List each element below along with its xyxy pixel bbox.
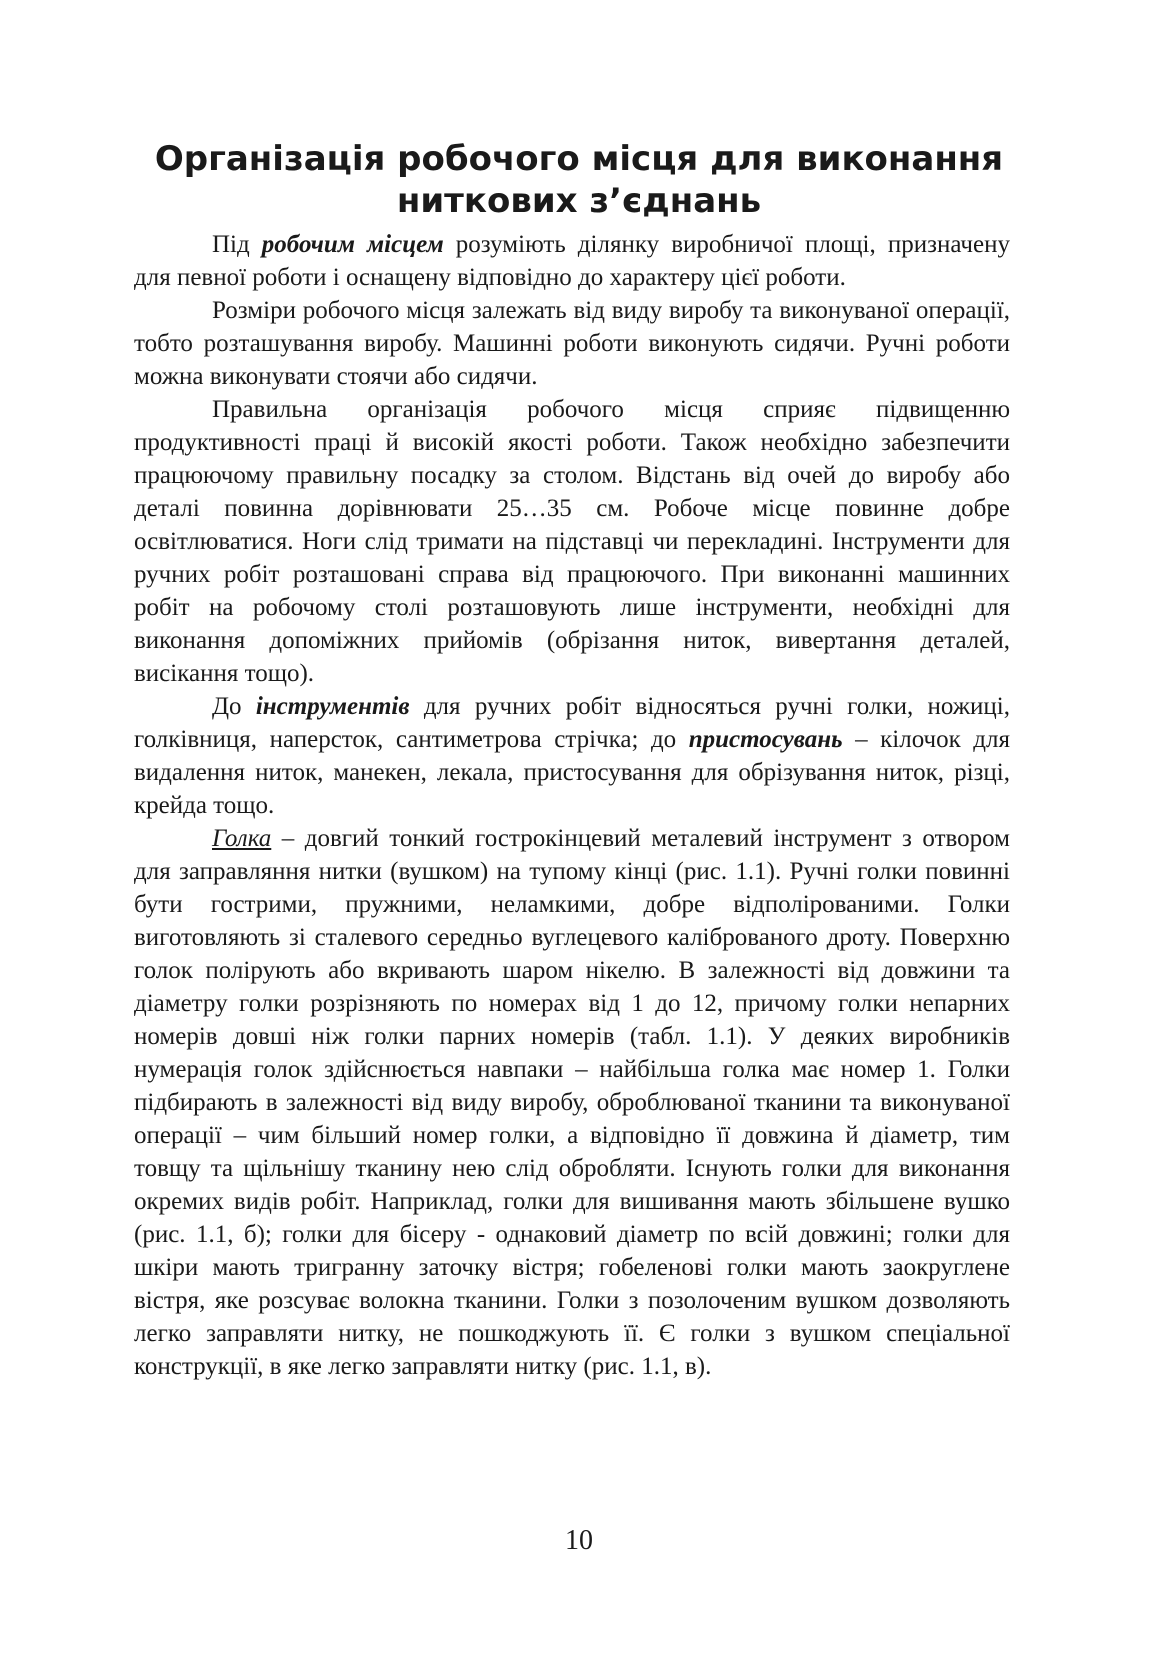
term-workplace: робочим місцем <box>261 231 444 258</box>
term-needle: Голка <box>212 825 272 852</box>
term-tools: інструментів <box>255 693 410 720</box>
paragraph-text: – довгий тонкий гострокінцевий металевий інструмент з отвором для заправляння нитки (вушком) на тупому кінці (рис. 1.1). Ручні голки повинні бути гострими, пружними, неламкими, добре відполірованими. Голки виготовляють зі сталевого середньо вуглецевого каліброваного дроту. Поверхню голок полірують або вкривають шаром нікелю. В залежності від довжини та діаметру голки розрізняють по номерах від 1 до 12, причому голки непарних номерів довші ніж голки парних номерів (табл. 1.1). У деяких виробників нумерація голок здійснюється навпаки – найбільша голка має номер 1. Голки підбирають в залежності від виду виробу, оброблюваної тканини та виконуваної операції – чим більший номер голки, а відповідно її довжина й діаметр, тим товщу та щільнішу тканину нею слід обробляти. Існують голки для виконання окремих видів робіт. Наприклад, голки для вишивання мають збільшене вушко (рис. 1.1, б); голки для бісеру - однаковий діаметр по всій довжині; голки для шкіри мають тригранну заточку вістря; гобеленові голки мають заокруглене вістря, яке розсуває волокна тканини. Голки з позолоченим вушком дозволяють легко заправляти нитку, не пошкоджують її. Є голки з вушком спеціальної конструкції, в яке легко заправляти нитку (рис. 1.1, в). <box>134 825 1010 1380</box>
paragraph-text: розуміють ділянку виробничої площі, призначену для певної роботи і оснащену відповідно до характеру цієї роботи. <box>134 231 1010 291</box>
paragraph-workplace-organization: Правильна організація робочого місця сприяє підвищенню продуктивності праці й високій якості роботи. Також необхідно забезпечити працюючому правильну посадку за столом. Відстань від очей до виробу або деталі повинна дорівнювати 25…35 см. Робоче місце повинне добре освітлюватися. Ноги слід тримати на підставці чи перекладині. Інструменти для ручних робіт розташовані справа від працюючого. При виконанні машинних робіт на робочому столі розташовують лише інструменти, необхідні для виконання допоміжних прийомів (обрізання ниток, вивертання деталей, висікання тощо). <box>134 396 1010 687</box>
title-line-1: Організація робочого місця для виконання <box>154 139 1004 179</box>
term-devices: пристосувань <box>688 726 843 753</box>
page-number: 10 <box>565 1525 593 1556</box>
body-text <box>134 228 1010 1383</box>
paragraph-workplace-definition <box>134 228 1010 294</box>
paragraph-workplace-size: Розміри робочого місця залежать від виду виробу та виконуваної операції, тобто розташування виробу. Машинні роботи виконують сидячи. Ручні роботи можна виконувати стоячи або сидячи. <box>134 297 1010 390</box>
paragraph-text: для ручних робіт відносяться ручні голки, ножиці, голківниця, наперсток, сантиметрова стрічка; до <box>134 693 1010 753</box>
paragraph-text: До <box>212 693 256 720</box>
paragraph-text: Під <box>212 231 262 258</box>
paragraph-text: – кілочок для видалення ниток, манекен, лекала, пристосування для обрізування ниток, різці, крейда тощо. <box>134 726 1010 819</box>
title-line-2: ниткових з’єднань <box>396 181 762 221</box>
page-title <box>130 138 1028 222</box>
paragraph-needle <box>134 822 1010 1383</box>
paragraph-tools <box>134 690 1010 822</box>
